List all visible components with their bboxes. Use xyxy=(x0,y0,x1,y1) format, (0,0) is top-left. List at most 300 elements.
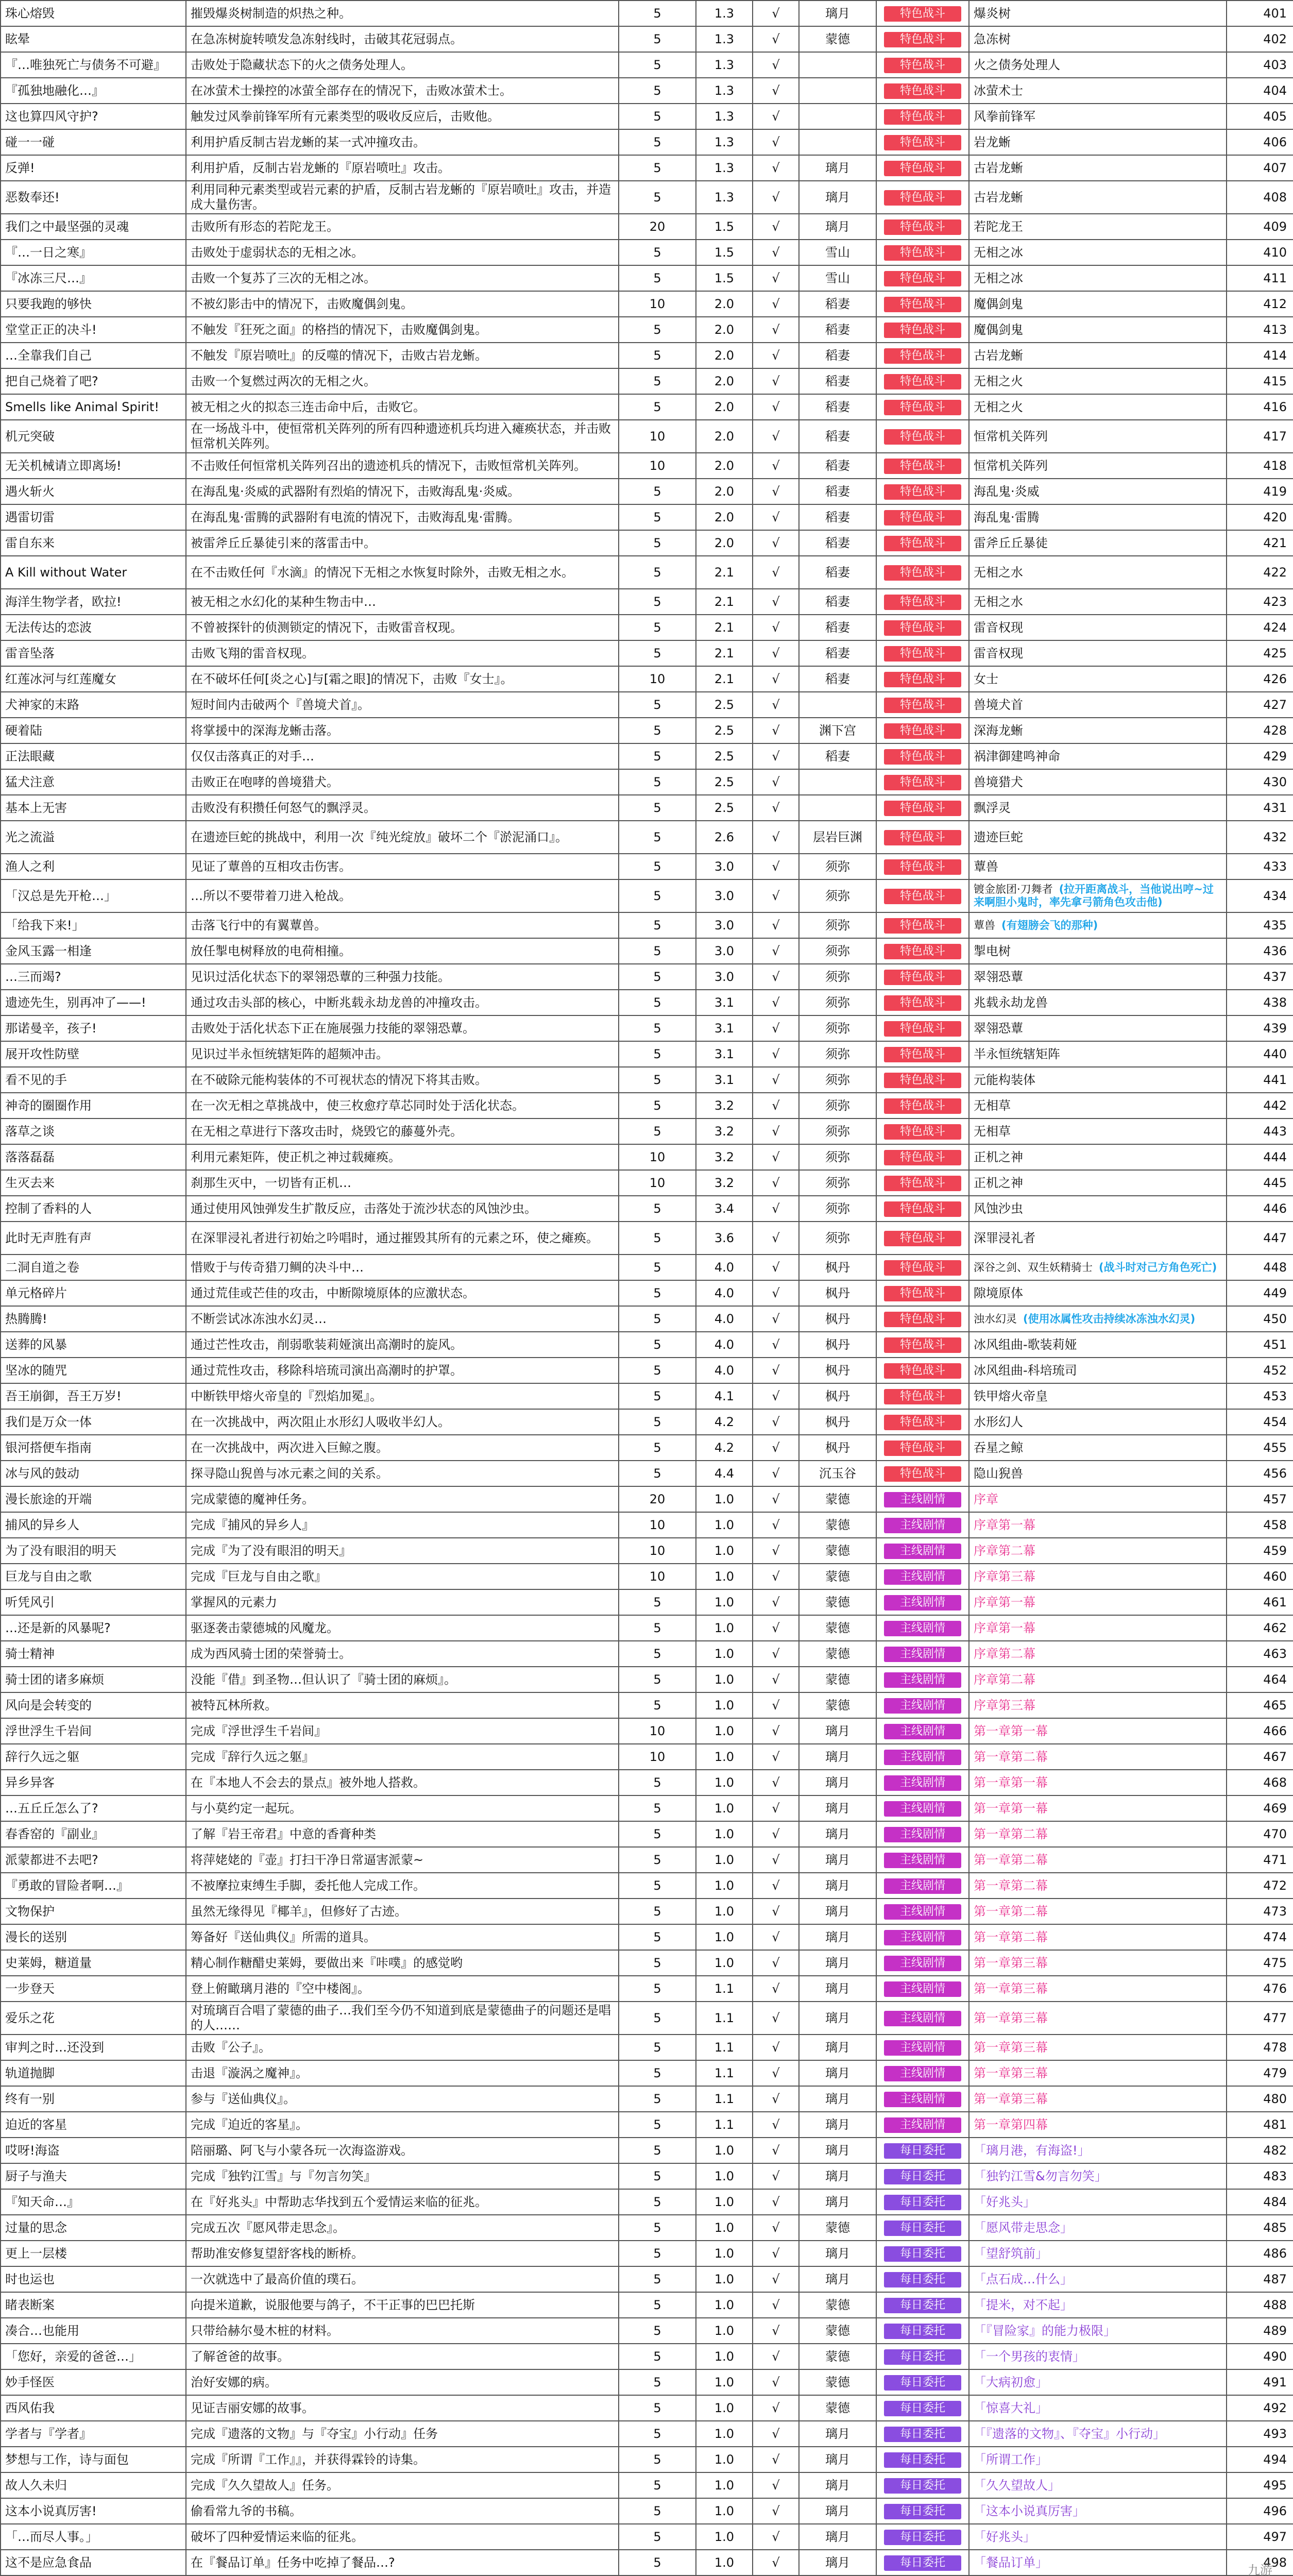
table-row xyxy=(1,1461,1293,1486)
target-name: 第一章第二幕 xyxy=(974,1826,1048,1841)
row-number: 420 xyxy=(1227,504,1293,530)
achievement-name: 海洋生物学者，欧拉! xyxy=(1,589,186,615)
achievement-name: 落草之谈 xyxy=(1,1118,186,1144)
check-mark: √ xyxy=(753,479,799,504)
achievement-description: 完成『浮世浮生千岩间』 xyxy=(186,1718,619,1744)
table-row xyxy=(1,1770,1293,1795)
category-cell xyxy=(876,2035,969,2060)
table-row xyxy=(1,368,1293,394)
check-mark: √ xyxy=(753,530,799,556)
primogem-count: 5 xyxy=(619,769,696,795)
category-badge: 每日委托 xyxy=(884,2221,961,2236)
row-number: 480 xyxy=(1227,2086,1293,2112)
target-name: 恒常机关阵列 xyxy=(974,429,1048,444)
row-number: 467 xyxy=(1227,1744,1293,1770)
target-name: 吞星之鲸 xyxy=(974,1440,1023,1455)
check-mark: √ xyxy=(753,1332,799,1358)
row-number: 418 xyxy=(1227,453,1293,479)
category-cell xyxy=(876,1041,969,1067)
check-mark: √ xyxy=(753,1486,799,1512)
table-row xyxy=(1,129,1293,155)
achievement-name: 听凭风引 xyxy=(1,1589,186,1615)
category-badge: 主线剧情 xyxy=(884,1569,961,1585)
table-row xyxy=(1,1170,1293,1196)
row-number: 487 xyxy=(1227,2266,1293,2292)
row-number: 494 xyxy=(1227,2447,1293,2472)
row-number: 497 xyxy=(1227,2524,1293,2550)
version: 3.0 xyxy=(696,854,753,879)
row-number: 466 xyxy=(1227,1718,1293,1744)
achievement-description: 只带给赫尔曼木桩的材料。 xyxy=(186,2318,619,2344)
achievement-name: 文物保护 xyxy=(1,1899,186,1924)
category-badge: 特色战斗 xyxy=(884,1466,961,1482)
target-name: 岩龙蜥 xyxy=(974,134,1011,149)
table-row xyxy=(1,2395,1293,2421)
table-row xyxy=(1,1067,1293,1093)
category-cell xyxy=(876,1512,969,1538)
category-cell xyxy=(876,1795,969,1821)
row-number: 405 xyxy=(1227,104,1293,129)
region: 璃月 xyxy=(799,2189,876,2215)
primogem-count: 5 xyxy=(619,2215,696,2241)
target-name: 「好兆头」 xyxy=(974,2529,1035,2544)
region: 稻妻 xyxy=(799,479,876,504)
category-cell xyxy=(876,240,969,265)
row-number: 446 xyxy=(1227,1196,1293,1222)
primogem-count: 5 xyxy=(619,1222,696,1255)
primogem-count: 5 xyxy=(619,1255,696,1280)
check-mark: √ xyxy=(753,769,799,795)
version: 2.0 xyxy=(696,420,753,453)
check-mark: √ xyxy=(753,2266,799,2292)
version: 1.0 xyxy=(696,1795,753,1821)
primogem-count: 5 xyxy=(619,2498,696,2524)
category-cell xyxy=(876,912,969,938)
hint-note: (战斗时对己方角色死亡) xyxy=(1099,1261,1217,1274)
achievement-name: 时也运也 xyxy=(1,2266,186,2292)
row-number: 498 xyxy=(1227,2550,1293,2575)
row-number: 421 xyxy=(1227,530,1293,556)
version: 3.2 xyxy=(696,1093,753,1118)
reward-cell xyxy=(969,1899,1227,1924)
version: 2.0 xyxy=(696,504,753,530)
reward-cell xyxy=(969,1770,1227,1795)
target-name: 兆载永劫龙兽 xyxy=(974,995,1048,1010)
region: 稻妻 xyxy=(799,420,876,453)
category-badge: 特色战斗 xyxy=(884,830,961,845)
category-badge: 特色战斗 xyxy=(884,400,961,415)
category-cell xyxy=(876,317,969,343)
check-mark: √ xyxy=(753,155,799,181)
category-cell xyxy=(876,1067,969,1093)
row-number: 455 xyxy=(1227,1435,1293,1461)
primogem-count: 5 xyxy=(619,2241,696,2266)
category-badge: 特色战斗 xyxy=(884,565,961,581)
region: 蒙德 xyxy=(799,1589,876,1615)
category-cell xyxy=(876,1409,969,1435)
region: 稻妻 xyxy=(799,615,876,640)
region xyxy=(799,692,876,718)
version: 2.5 xyxy=(696,692,753,718)
check-mark: √ xyxy=(753,2035,799,2060)
version: 1.0 xyxy=(696,1538,753,1564)
table-row xyxy=(1,26,1293,52)
region: 璃月 xyxy=(799,155,876,181)
reward-cell xyxy=(969,368,1227,394)
target-name: 古岩龙蜥 xyxy=(974,160,1023,175)
version: 1.0 xyxy=(696,2472,753,2498)
category-cell xyxy=(876,1015,969,1041)
primogem-count: 5 xyxy=(619,52,696,78)
version: 1.3 xyxy=(696,52,753,78)
primogem-count: 5 xyxy=(619,479,696,504)
achievement-description: 在『本地人不会去的景点』被外地人搭救。 xyxy=(186,1770,619,1795)
version: 1.1 xyxy=(696,2086,753,2112)
table-row xyxy=(1,1255,1293,1280)
check-mark: √ xyxy=(753,2086,799,2112)
category-badge: 特色战斗 xyxy=(884,297,961,312)
achievement-description: 将萍姥姥的『壶』打扫干净日常逼害派蒙~ xyxy=(186,1847,619,1873)
target-name: 第一章第二幕 xyxy=(974,1904,1048,1919)
target-name: 雷音权现 xyxy=(974,646,1023,660)
achievement-name: 光之流溢 xyxy=(1,821,186,854)
primogem-count: 5 xyxy=(619,964,696,990)
primogem-count: 10 xyxy=(619,1538,696,1564)
check-mark: √ xyxy=(753,1924,799,1950)
check-mark: √ xyxy=(753,2215,799,2241)
target-name: 元能构装体 xyxy=(974,1072,1035,1087)
row-number: 425 xyxy=(1227,640,1293,666)
version: 2.1 xyxy=(696,556,753,589)
check-mark: √ xyxy=(753,1383,799,1409)
primogem-count: 5 xyxy=(619,1041,696,1067)
reward-cell xyxy=(969,1358,1227,1383)
achievement-description: 偷看常九爷的书稿。 xyxy=(186,2498,619,2524)
check-mark: √ xyxy=(753,2002,799,2035)
achievement-description: 完成『捕风的异乡人』 xyxy=(186,1512,619,1538)
category-badge: 每日委托 xyxy=(884,2401,961,2416)
target-name: 「点石成…什么」 xyxy=(974,2272,1073,2286)
category-badge: 主线剧情 xyxy=(884,1518,961,1533)
target-name: 古岩龙蜥 xyxy=(974,348,1023,363)
achievement-description: 完成『遗落的文物』与『夺宝』小行动』任务 xyxy=(186,2421,619,2447)
table-row xyxy=(1,615,1293,640)
reward-cell xyxy=(969,1461,1227,1486)
category-cell xyxy=(876,2550,969,2575)
achievement-name: …五丘丘怎么了? xyxy=(1,1795,186,1821)
category-badge: 特色战斗 xyxy=(884,32,961,47)
row-number: 439 xyxy=(1227,1015,1293,1041)
check-mark: √ xyxy=(753,1667,799,1692)
check-mark: √ xyxy=(753,1015,799,1041)
achievement-description: 在冰萤术士操控的冰萤全部存在的情况下，击败冰萤术士。 xyxy=(186,78,619,104)
category-cell xyxy=(876,2060,969,2086)
achievement-description: 在不破除元能构装体的不可视状态的情况下将其击败。 xyxy=(186,1067,619,1093)
achievement-name: 西风佑我 xyxy=(1,2395,186,2421)
check-mark: √ xyxy=(753,692,799,718)
achievement-description: 成为西风骑士团的荣誉骑士。 xyxy=(186,1641,619,1667)
target-name: 无相之冰 xyxy=(974,270,1023,285)
reward-cell xyxy=(969,1821,1227,1847)
target-name: 若陀龙王 xyxy=(974,219,1023,234)
reward-cell xyxy=(969,1093,1227,1118)
primogem-count: 5 xyxy=(619,129,696,155)
achievement-name: …全靠我们自己 xyxy=(1,343,186,368)
achievement-description: 在一场战斗中，使恒常机关阵列的所有四种遗迹机兵均进入瘫痪状态，并击败恒常机关阵列。 xyxy=(186,420,619,453)
category-badge: 特色战斗 xyxy=(884,109,961,125)
check-mark: √ xyxy=(753,2498,799,2524)
primogem-count: 10 xyxy=(619,291,696,317)
region xyxy=(799,769,876,795)
achievement-name: 『冰冻三尺…』 xyxy=(1,265,186,291)
table-row xyxy=(1,769,1293,795)
table-row xyxy=(1,2318,1293,2344)
target-name: 第一章第一幕 xyxy=(974,1723,1048,1738)
region: 璃月 xyxy=(799,2524,876,2550)
category-cell xyxy=(876,52,969,78)
row-number: 436 xyxy=(1227,938,1293,964)
primogem-count: 5 xyxy=(619,640,696,666)
achievement-description: 不被摩拉束缚生手脚，委托他人完成工作。 xyxy=(186,1873,619,1899)
category-cell xyxy=(876,394,969,420)
achievement-name: 『…一日之寒』 xyxy=(1,240,186,265)
row-number: 419 xyxy=(1227,479,1293,504)
check-mark: √ xyxy=(753,556,799,589)
primogem-count: 5 xyxy=(619,1641,696,1667)
reward-cell xyxy=(969,1015,1227,1041)
achievement-name: 那诺曼辛，孩子! xyxy=(1,1015,186,1041)
reward-cell xyxy=(969,291,1227,317)
achievement-description: 击败处于隐藏状态下的火之债务处理人。 xyxy=(186,52,619,78)
achievement-description: 了解『岩王帝君』中意的香膏种类 xyxy=(186,1821,619,1847)
category-cell xyxy=(876,821,969,854)
category-cell xyxy=(876,1641,969,1667)
check-mark: √ xyxy=(753,2138,799,2163)
target-name: 兽境犬首 xyxy=(974,697,1023,712)
reward-cell xyxy=(969,854,1227,879)
achievement-name: 迫近的客星 xyxy=(1,2112,186,2138)
achievement-name: 反弹! xyxy=(1,155,186,181)
achievement-name: 把自己烧着了吧? xyxy=(1,368,186,394)
target-name: 风蚀沙虫 xyxy=(974,1201,1023,1216)
region: 蒙德 xyxy=(799,2369,876,2395)
version: 3.0 xyxy=(696,912,753,938)
primogem-count: 10 xyxy=(619,453,696,479)
region: 稻妻 xyxy=(799,343,876,368)
target-name: 水形幻人 xyxy=(974,1414,1023,1429)
achievement-description: 向提米道歉，说服他要与鸽子，不干正事的巴巴托斯 xyxy=(186,2292,619,2318)
check-mark: √ xyxy=(753,2112,799,2138)
table-row xyxy=(1,2369,1293,2395)
reward-cell xyxy=(969,666,1227,692)
row-number: 454 xyxy=(1227,1409,1293,1435)
version: 4.0 xyxy=(696,1358,753,1383)
category-badge: 主线剧情 xyxy=(884,1878,961,1894)
target-name: 冰风组曲-歌装莉娅 xyxy=(974,1337,1077,1352)
primogem-count: 5 xyxy=(619,795,696,821)
table-row xyxy=(1,504,1293,530)
table-row xyxy=(1,1641,1293,1667)
primogem-count: 5 xyxy=(619,2112,696,2138)
achievement-description: 在不破坏任何[炎之心]与[霜之眼]的情况下，击败『女士』。 xyxy=(186,666,619,692)
reward-cell xyxy=(969,1538,1227,1564)
achievement-name: 轨道抛脚 xyxy=(1,2060,186,2086)
primogem-count: 5 xyxy=(619,1280,696,1306)
achievement-name: 「汉总是先开枪…」 xyxy=(1,879,186,912)
target-name: 第一章第三幕 xyxy=(974,1955,1048,1970)
version: 2.5 xyxy=(696,743,753,769)
check-mark: √ xyxy=(753,2060,799,2086)
category-badge: 特色战斗 xyxy=(884,775,961,790)
category-cell xyxy=(876,530,969,556)
category-badge: 特色战斗 xyxy=(884,323,961,338)
primogem-count: 5 xyxy=(619,2421,696,2447)
category-cell xyxy=(876,1538,969,1564)
row-number: 450 xyxy=(1227,1306,1293,1332)
row-number: 410 xyxy=(1227,240,1293,265)
region: 须弥 xyxy=(799,912,876,938)
primogem-count: 5 xyxy=(619,265,696,291)
reward-cell xyxy=(969,769,1227,795)
category-badge: 特色战斗 xyxy=(884,1286,961,1301)
row-number: 407 xyxy=(1227,155,1293,181)
region: 璃月 xyxy=(799,1950,876,1976)
target-name: 深罪浸礼者 xyxy=(974,1230,1035,1245)
achievement-description: 在不击败任何『水滴』的情况下无相之水恢复时除外，击败无相之水。 xyxy=(186,556,619,589)
region: 须弥 xyxy=(799,1144,876,1170)
check-mark: √ xyxy=(753,394,799,420)
category-cell xyxy=(876,1667,969,1692)
check-mark: √ xyxy=(753,589,799,615)
category-cell xyxy=(876,2318,969,2344)
category-cell xyxy=(876,1976,969,2002)
check-mark: √ xyxy=(753,1692,799,1718)
category-badge: 每日委托 xyxy=(884,2452,961,2468)
check-mark: √ xyxy=(753,1118,799,1144)
achievement-name: Smells like Animal Spirit! xyxy=(1,394,186,420)
row-number: 456 xyxy=(1227,1461,1293,1486)
achievement-description: 对琉璃百合唱了蒙德的曲子…我们至今仍不知道到底是蒙德曲子的问题还是唱的人…… xyxy=(186,2002,619,2035)
category-cell xyxy=(876,2472,969,2498)
primogem-count: 5 xyxy=(619,1847,696,1873)
reward-cell xyxy=(969,2447,1227,2472)
primogem-count: 20 xyxy=(619,214,696,240)
category-cell xyxy=(876,1744,969,1770)
check-mark: √ xyxy=(753,2550,799,2575)
target-name: 序章第二幕 xyxy=(974,1672,1035,1687)
region: 须弥 xyxy=(799,1222,876,1255)
table-row xyxy=(1,1950,1293,1976)
version: 1.0 xyxy=(696,2447,753,2472)
region: 璃月 xyxy=(799,214,876,240)
table-row xyxy=(1,2163,1293,2189)
row-number: 429 xyxy=(1227,743,1293,769)
region: 璃月 xyxy=(799,2035,876,2060)
check-mark: √ xyxy=(753,1744,799,1770)
table-row xyxy=(1,291,1293,317)
row-number: 479 xyxy=(1227,2060,1293,2086)
target-name: 蕈兽 xyxy=(974,919,995,931)
region: 枫丹 xyxy=(799,1435,876,1461)
reward-cell xyxy=(969,743,1227,769)
region: 稻妻 xyxy=(799,368,876,394)
row-number: 461 xyxy=(1227,1589,1293,1615)
check-mark: √ xyxy=(753,1255,799,1280)
reward-cell xyxy=(969,1615,1227,1641)
primogem-count: 5 xyxy=(619,718,696,743)
check-mark: √ xyxy=(753,240,799,265)
row-number: 401 xyxy=(1227,1,1293,26)
achievement-name: 妙手怪医 xyxy=(1,2369,186,2395)
table-row xyxy=(1,2472,1293,2498)
version: 1.5 xyxy=(696,214,753,240)
hint-note: (使用冰属性攻击持续冰冻浊水幻灵) xyxy=(1023,1312,1196,1325)
region: 璃月 xyxy=(799,1795,876,1821)
region: 蒙德 xyxy=(799,1538,876,1564)
reward-cell xyxy=(969,2241,1227,2266)
version: 1.0 xyxy=(696,1486,753,1512)
primogem-count: 5 xyxy=(619,181,696,214)
version: 1.0 xyxy=(696,2138,753,2163)
table-row xyxy=(1,1015,1293,1041)
reward-cell xyxy=(969,2318,1227,2344)
primogem-count: 5 xyxy=(619,1924,696,1950)
region: 雪山 xyxy=(799,265,876,291)
version: 1.0 xyxy=(696,1692,753,1718)
target-name: 无相之冰 xyxy=(974,245,1023,260)
table-row xyxy=(1,2215,1293,2241)
table-row xyxy=(1,2035,1293,2060)
achievement-name: 更上一层楼 xyxy=(1,2241,186,2266)
target-name: 序章第一幕 xyxy=(974,1595,1035,1609)
reward-cell xyxy=(969,1196,1227,1222)
table-row xyxy=(1,1041,1293,1067)
version: 1.3 xyxy=(696,26,753,52)
row-number: 448 xyxy=(1227,1255,1293,1280)
row-number: 475 xyxy=(1227,1950,1293,1976)
table-row xyxy=(1,1280,1293,1306)
category-cell xyxy=(876,1306,969,1332)
region: 璃月 xyxy=(799,1718,876,1744)
reward-cell xyxy=(969,453,1227,479)
achievement-name: 厨子与渔夫 xyxy=(1,2163,186,2189)
reward-cell xyxy=(969,181,1227,214)
achievement-name: 神奇的圈圈作用 xyxy=(1,1093,186,1118)
table-row xyxy=(1,104,1293,129)
version: 1.3 xyxy=(696,1,753,26)
version: 1.0 xyxy=(696,1744,753,1770)
region: 蒙德 xyxy=(799,1486,876,1512)
version: 4.0 xyxy=(696,1255,753,1280)
category-badge: 主线剧情 xyxy=(884,1724,961,1739)
version: 1.0 xyxy=(696,1821,753,1847)
achievement-description: 帮助准安修复望舒客栈的断桥。 xyxy=(186,2241,619,2266)
check-mark: √ xyxy=(753,1435,799,1461)
achievement-description: 在一次无相之草挑战中，使三枚愈疗草芯同时处于活化状态。 xyxy=(186,1093,619,1118)
region: 璃月 xyxy=(799,2421,876,2447)
check-mark: √ xyxy=(753,104,799,129)
primogem-count: 5 xyxy=(619,1118,696,1144)
row-number: 437 xyxy=(1227,964,1293,990)
table-row xyxy=(1,1976,1293,2002)
target-name: 无相草 xyxy=(974,1098,1011,1113)
version: 4.2 xyxy=(696,1435,753,1461)
target-name: 第一章第二幕 xyxy=(974,1852,1048,1867)
table-row xyxy=(1,743,1293,769)
version: 2.0 xyxy=(696,368,753,394)
region: 璃月 xyxy=(799,2060,876,2086)
check-mark: √ xyxy=(753,2447,799,2472)
